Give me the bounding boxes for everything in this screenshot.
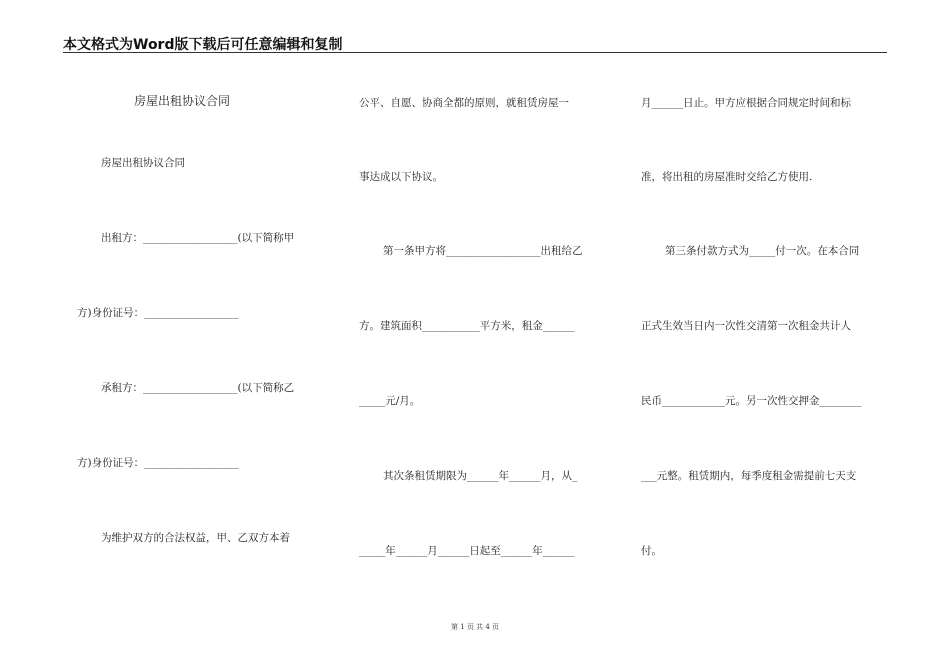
text-line: ___元整。租赁期内，每季度租金需提前七天支 xyxy=(641,470,857,482)
header-divider xyxy=(63,52,887,53)
text-line: 事达成以下协议。 xyxy=(359,171,443,183)
text-line: 房屋出租协议合同 xyxy=(101,157,185,169)
text-line: 方)身份证号：__________________ xyxy=(77,457,239,469)
text-line: 月______日止。甲方应根据合同规定时间和标 xyxy=(641,97,851,109)
text-line: _____元/月。 xyxy=(359,395,421,407)
text-line: 其次条租赁期限为______年______月，从_ xyxy=(383,470,578,482)
text-line: 方)身份证号：__________________ xyxy=(77,307,239,319)
document-title: 房屋出租协议合同 xyxy=(134,94,231,108)
text-line: 为维护双方的合法权益，甲、乙双方本着 xyxy=(101,532,290,544)
text-line: 承租方：__________________(以下简称乙 xyxy=(101,382,295,394)
text-line: 民币____________元。另一次性交押金________ xyxy=(641,395,862,407)
text-line: 付。 xyxy=(641,545,662,557)
document-header-title: 本文格式为Word版下载后可任意编辑和复制 xyxy=(63,37,343,53)
text-line: 准，将出租的房屋准时交给乙方使用. xyxy=(641,171,813,183)
page-number: 第 1 页 共 4 页 xyxy=(450,623,500,631)
text-line: 出租方：__________________(以下简称甲 xyxy=(101,232,295,244)
text-line: _____年______月______日起至______年______ xyxy=(359,545,575,557)
text-line: 公平、自愿、协商全都的原则，就租赁房屋一 xyxy=(359,97,569,109)
text-line: 方。建筑面积___________平方米，租金______ xyxy=(359,320,575,332)
text-line: 第一条甲方将__________________出租给乙 xyxy=(383,245,583,257)
text-line: 第三条付款方式为_____付一次。在本合同 xyxy=(665,245,860,257)
text-line: 正式生效当日内一次性交清第一次租金共计人 xyxy=(641,320,851,332)
